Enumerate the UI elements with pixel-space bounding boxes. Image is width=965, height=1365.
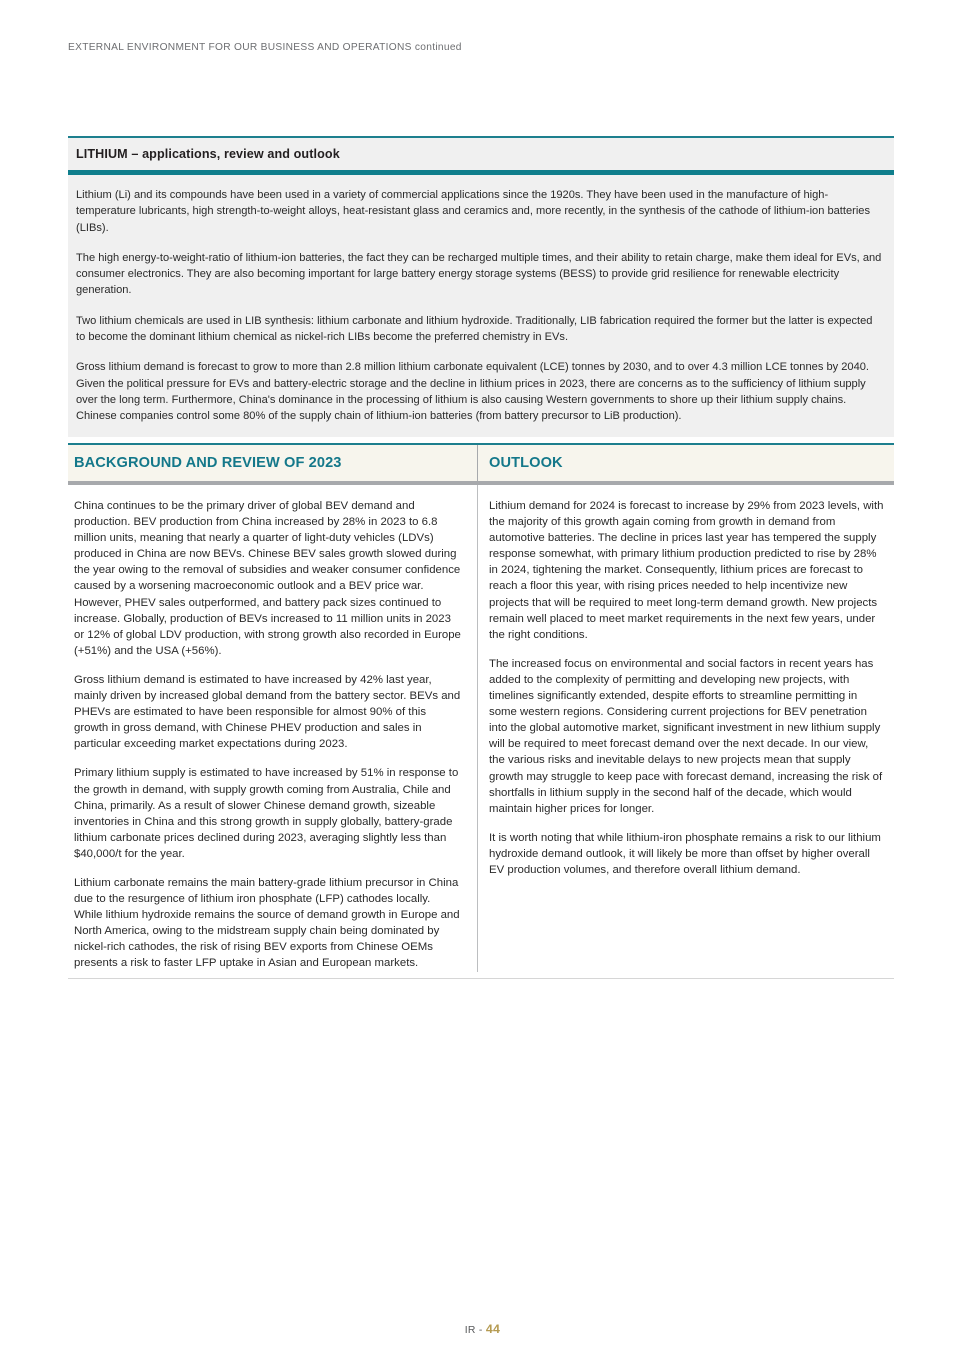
outlook-paragraph: It is worth noting that while lithium-iron phosphate remains a risk to our lithium hydroxide demand outlook, it will likely be more than offset by higher overall EV production volumes, and therefore overall lithium demand. bbox=[489, 831, 881, 876]
running-head-continued: continued bbox=[411, 42, 462, 53]
background-paragraph: Lithium carbonate remains the main battery-grade lithium precursor in China due to the resurgence of lithium iron phosphate (LFP) cathodes locally. While lithium hydroxide remains the source of demand growth in Europe and North America, owing to the midstream supply chain being dominated by nickel-rich cathodes, the risk of rising BEV exports from Chinese OEMs presents a risk to faster LFP uptake in Asian and European markets. bbox=[74, 876, 460, 970]
background-paragraph: China continues to be the primary driver of global BEV demand and production. BEV production from China increased by 28% in 2023 to 6.8 million units, meaning that nearly a quarter of light-duty vehicles (LDVs) produced in China are now BEVs. Chinese BEV sales growth slowed during the year owing to the removal of subsidies and weaker consumer confidence caused by a worsening macroeconomic outlook and a BEV price war. However, PHEV sales outperformed, and battery pack sizes continued to increase. Globally, production of BEVs increased to 11 million units in 2023 or 12% of global LDV production, with strong growth also recorded in Europe (+51%) and the USA (+56%). bbox=[74, 500, 461, 657]
panel-paragraph: Two lithium chemicals are used in LIB synthesis: lithium carbonate and lithium hydroxide. Traditionally, LIB fabrication required the former but the latter is expected to become the dominant lithium chemical as nickel-rich LIBs become the preferred chemistry in EVs. bbox=[76, 314, 873, 344]
panel-paragraph: Lithium (Li) and its compounds have been used in a variety of commercial applications since the 1920s. They have been used in the manufacture of high-temperature lubricants, high strength-to-weight alloys, heat-resistant glass and ceramics and, more recently, in the synthesis of the cathode of lithium-ion batteries (LIBs). bbox=[76, 189, 871, 234]
running-head-main: EXTERNAL ENVIRONMENT FOR OUR BUSINESS AND OPERATIONS bbox=[68, 42, 412, 53]
panel-body bbox=[68, 175, 894, 437]
outlook-column bbox=[477, 485, 894, 972]
panel-header bbox=[68, 138, 894, 175]
footer-prefix: IR - bbox=[464, 1325, 486, 1336]
background-paragraph: Primary lithium supply is estimated to have increased by 51% in response to the growth in demand, with supply growth coming from Australia, Chile and China, primarily. As a result of slower Chinese demand growth, sizeable inventories in China and this strong growth in supply globally, battery-grade lithium carbonate prices declined during 2023, averaging slightly less than $40,000/t for the year. bbox=[74, 767, 459, 860]
panel-paragraph: The high energy-to-weight-ratio of lithium-ion batteries, the fact they can be recharged multiple times, and their ability to retain charge, make them ideal for EVs, and consumer electronics. They are also becoming important for large battery energy storage systems (BESS) to provide grid resilience for renewable electricity generation. bbox=[76, 251, 882, 297]
columns-body bbox=[68, 485, 894, 979]
columns-header-row bbox=[68, 445, 894, 485]
outlook-paragraph: Lithium demand for 2024 is forecast to increase by 29% from 2023 levels, with the majority of this growth again coming from growth in demand from automotive batteries. The decline in prices last year has tempered the supply response somewhat, with primary lithium production predicted to rise by 28% in 2024, tightening the market. Consequently, lithium prices are forecast to reach a floor this year, with rising prices needed to help incentivize new projects that will be required to meet long-term demand growth. New projects remain well placed to meet market requirements in the next few years, under the right conditions. bbox=[489, 500, 884, 641]
page-footer bbox=[0, 1322, 965, 1336]
panel-title: LITHIUM – applications, review and outlook bbox=[76, 147, 340, 161]
running-head bbox=[68, 42, 462, 53]
outlook-heading: OUTLOOK bbox=[477, 445, 894, 481]
page-number: 44 bbox=[485, 1322, 501, 1336]
background-heading: BACKGROUND AND REVIEW OF 2023 bbox=[74, 455, 342, 471]
background-paragraph: Gross lithium demand is estimated to have increased by 42% last year, mainly driven by increased global demand from the battery sector. BEVs and PHEVs are estimated to have been responsible for almost 90% of this growth in gross demand, with Chinese PHEV production and sales in particular exceeding market expectations during 2023. bbox=[74, 673, 461, 751]
outlook-paragraph: The increased focus on environmental and social factors in recent years has added to the complexity of permitting and developing new projects, with timelines significantly extended, despite efforts to streamline permitting in some western regions. Considering current projections for BEV penetration into the global automotive market, significant investment in new lithium supply will be required to meet forecast demand over the next decade. In our view, the various risks and inevitable delays to new projects mean that supply growth may struggle to keep pace with forecast demand, increasing the risk of shortfalls in lithium supply in the second half of the decade, which would maintain higher prices for longer. bbox=[489, 657, 883, 815]
lithium-panel bbox=[68, 136, 894, 437]
background-column bbox=[68, 485, 477, 972]
two-column-section bbox=[68, 443, 894, 979]
panel-paragraph: Gross lithium demand is forecast to grow to more than 2.8 million lithium carbonate equivalent (LCE) tonnes by 2030, and to over 4.3 million LCE tonnes by 2040. Given the political pressure for EVs and battery-electric storage and the decline in lithium prices in 2023, there are concerns as to the sufficiency of lithium supply over the long term. Furthermore, China's dominance in the processing of lithium is also causing Western governments to shore up their lithium supply chains. Chinese companies control some 80% of the supply chain of lithium-ion batteries (from battery precursor to LiB production). bbox=[76, 361, 870, 423]
